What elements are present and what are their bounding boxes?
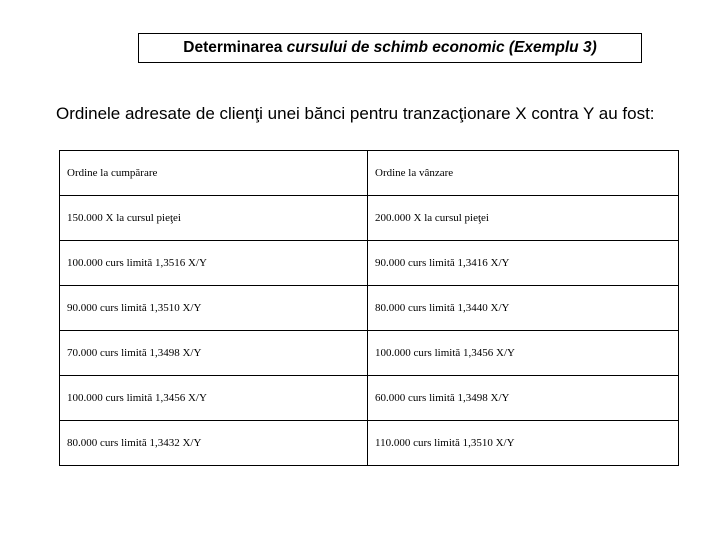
table-header-row (60, 151, 679, 196)
table-row (60, 196, 679, 241)
sell-order-cell: 60.000 curs limită 1,3498 X/Y (368, 376, 679, 421)
buy-order-cell: 150.000 X la cursul pieţei (60, 196, 368, 241)
table-row (60, 331, 679, 376)
intro-text: Ordinele adresate de clienţi unei bănci pentru tranzacţionare X contra Y au fost: (56, 104, 655, 123)
buy-order-cell: 70.000 curs limită 1,3498 X/Y (60, 331, 368, 376)
sell-order-cell: 110.000 curs limită 1,3510 X/Y (368, 421, 679, 466)
sell-order-cell: 200.000 X la cursul pieţei (368, 196, 679, 241)
header-buy-orders: Ordine la cumpărare (60, 151, 368, 196)
title-prefix: Determinarea (183, 39, 283, 56)
table-row (60, 241, 679, 286)
buy-order-cell: 80.000 curs limită 1,3432 X/Y (60, 421, 368, 466)
buy-order-cell: 100.000 curs limită 1,3516 X/Y (60, 241, 368, 286)
sell-order-cell: 90.000 curs limită 1,3416 X/Y (368, 241, 679, 286)
header-sell-orders: Ordine la vânzare (368, 151, 679, 196)
table-row (60, 421, 679, 466)
orders-table (59, 150, 679, 466)
table-row (60, 286, 679, 331)
buy-order-cell: 100.000 curs limită 1,3456 X/Y (60, 376, 368, 421)
title-italic: cursului de schimb economic (Exemplu 3) (286, 39, 597, 56)
buy-order-cell: 90.000 curs limită 1,3510 X/Y (60, 286, 368, 331)
sell-order-cell: 80.000 curs limită 1,3440 X/Y (368, 286, 679, 331)
sell-order-cell: 100.000 curs limită 1,3456 X/Y (368, 331, 679, 376)
slide-title (138, 33, 642, 63)
table-row (60, 376, 679, 421)
